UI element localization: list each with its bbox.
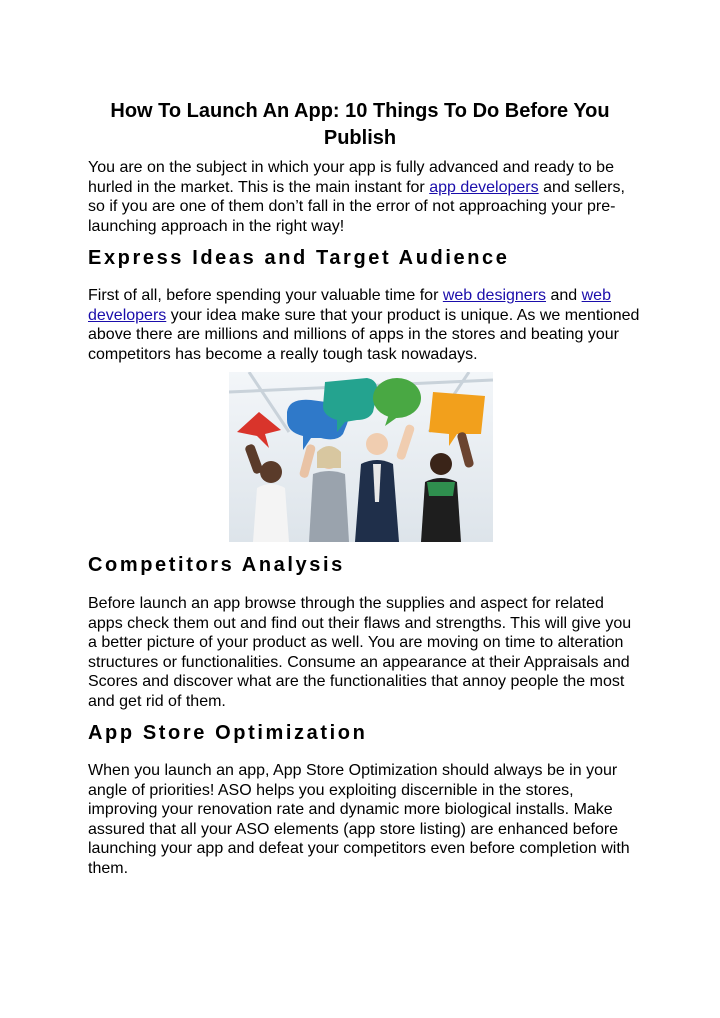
page-title: How To Launch An App: 10 Things To Do Before You Publish <box>110 100 610 149</box>
competitors-paragraph: Before launch an app browse through the supplies and aspect for related apps check them out and find out their flaws and strengths. This will give you a better picture of your product as well. You are moving on time to alteration structures or functionalities. Consume an appearance at their Appraisals and Scores and discover what are the functionalities that annoy people the most and get rid of them. <box>88 595 632 710</box>
section-heading-express-ideas: Express Ideas and Target Audience <box>88 247 510 269</box>
aso-paragraph: When you launch an app, App Store Optimization should always be in your angle of priorities! ASO helps you exploiting discernible in the stores, improving your renovation rate and dynamic more biological installs. Make assured that all your ASO elements (app store listing) are enhanced before launching your app and defeat your competitors even before completion with them. <box>88 762 630 877</box>
web-designers-link[interactable]: web designers <box>442 287 547 304</box>
intro-paragraph <box>88 158 640 236</box>
intro-text-2: and sellers, so if you are one of them don’t fall in the error of not approaching your pre-launching approach in the right way! <box>88 178 625 235</box>
express-text-2: and <box>546 287 582 304</box>
express-text-3: your idea make sure that your product is unique. As we mentioned above there are millions and millions of apps in the stores and beating your competitors has become a really tough task nowadays. <box>88 306 640 363</box>
section-heading-competitors: Competitors Analysis <box>88 554 345 576</box>
intro-text-1: You are on the subject in which your app is fully advanced and ready to be hurled in the market. This is the main instant for <box>88 159 614 196</box>
speech-bubbles-illustration <box>229 372 493 542</box>
section-heading-aso: App Store Optimization <box>88 722 368 744</box>
speech-bubbles-photo <box>229 372 493 542</box>
web-developers-link[interactable]: web developers <box>88 287 611 324</box>
express-ideas-paragraph <box>88 286 640 364</box>
express-text-1: First of all, before spending your valuable time for <box>88 287 443 304</box>
app-developers-link[interactable]: app developers <box>429 178 539 196</box>
